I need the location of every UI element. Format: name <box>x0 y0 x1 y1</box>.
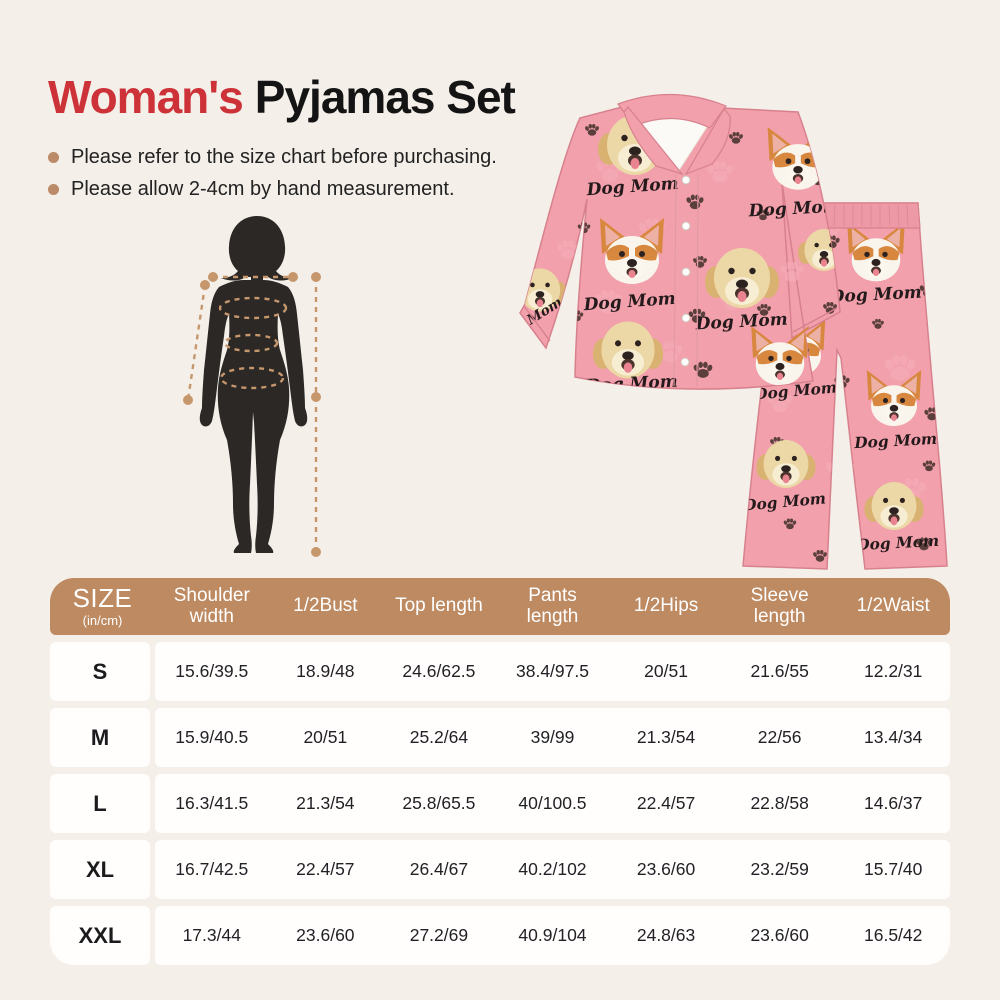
cell: 18.9/48 <box>296 661 355 681</box>
header-half-bust: 1/2Bust <box>293 595 358 617</box>
sleeve-measure-line <box>188 285 205 400</box>
cell: 23.6/60 <box>636 859 696 879</box>
cell: 27.2/69 <box>409 925 469 945</box>
cell: 15.9/40.5 <box>175 727 249 747</box>
bullet-dot <box>48 152 59 163</box>
table-row <box>50 906 950 965</box>
pyjama-shirt <box>494 94 850 404</box>
cell: 25.8/65.5 <box>402 793 476 813</box>
pyjama-set-image: Dog Mom <box>480 50 980 590</box>
table-row <box>50 642 950 701</box>
note-text: Please refer to the size chart before purchasing. <box>71 146 497 168</box>
page-title <box>48 70 515 124</box>
cell: 20/51 <box>303 727 348 747</box>
header-top-length: Top length <box>395 595 483 617</box>
bullet-dot <box>48 184 59 195</box>
cell: 22.4/57 <box>296 859 355 879</box>
cell: 15.7/40 <box>864 859 923 879</box>
cell: 21.6/55 <box>750 661 809 681</box>
cell: 16.7/42.5 <box>175 859 249 879</box>
cell: 24.6/62.5 <box>402 661 476 681</box>
cell: 23.6/60 <box>750 925 809 945</box>
woman-silhouette <box>200 216 308 553</box>
note-line-2 <box>48 178 455 201</box>
cell: 20/51 <box>644 661 688 681</box>
size-label: XXL <box>50 906 150 965</box>
note-text: Please allow 2-4cm by hand measurement. <box>71 178 455 200</box>
cell: 22.4/57 <box>636 793 696 813</box>
header-half-waist: 1/2Waist <box>856 595 930 617</box>
size-label: S <box>50 642 150 701</box>
cell: 14.6/37 <box>864 793 923 813</box>
cell: 16.5/42 <box>864 925 923 945</box>
body-measurement-figure <box>150 200 380 570</box>
cell: 12.2/31 <box>864 661 923 681</box>
header-shoulder-width: Shoulder width <box>173 585 250 627</box>
cell: 23.2/59 <box>750 859 809 879</box>
size-chart-table <box>50 578 950 965</box>
header-half-hips: 1/2Hips <box>633 595 699 617</box>
cell: 40.2/102 <box>518 859 587 879</box>
cell: 23.6/60 <box>296 925 355 945</box>
size-label: L <box>50 774 150 833</box>
header-sleeve-length: Sleeve length <box>750 585 809 627</box>
cell: 26.4/67 <box>409 859 469 879</box>
note-line-1 <box>48 146 497 169</box>
cell: 25.2/64 <box>409 727 469 747</box>
cell: 15.6/39.5 <box>175 661 249 681</box>
table-header <box>50 578 950 635</box>
table-row <box>50 708 950 767</box>
cell: 22/56 <box>757 727 802 747</box>
cell: 17.3/44 <box>182 925 241 945</box>
cell: 38.4/97.5 <box>516 661 589 681</box>
cell: 40/100.5 <box>518 793 587 813</box>
cell: 21.3/54 <box>636 727 696 747</box>
cell: 40.9/104 <box>518 925 587 945</box>
size-label: M <box>50 708 150 767</box>
table-row <box>50 774 950 833</box>
cell: 21.3/54 <box>296 793 355 813</box>
cell: 39/99 <box>530 727 575 747</box>
cell: 13.4/34 <box>864 727 923 747</box>
size-label: XL <box>50 840 150 899</box>
cell: 24.8/63 <box>636 925 696 945</box>
cell: 16.3/41.5 <box>175 793 249 813</box>
header-size: SIZE (in/cm) <box>72 583 133 628</box>
cell: 22.8/58 <box>750 793 809 813</box>
title-highlight: Woman's <box>48 71 243 123</box>
title-rest: Pyjamas Set <box>254 71 515 123</box>
header-pants-length: Pants length <box>526 585 579 627</box>
table-row <box>50 840 950 899</box>
